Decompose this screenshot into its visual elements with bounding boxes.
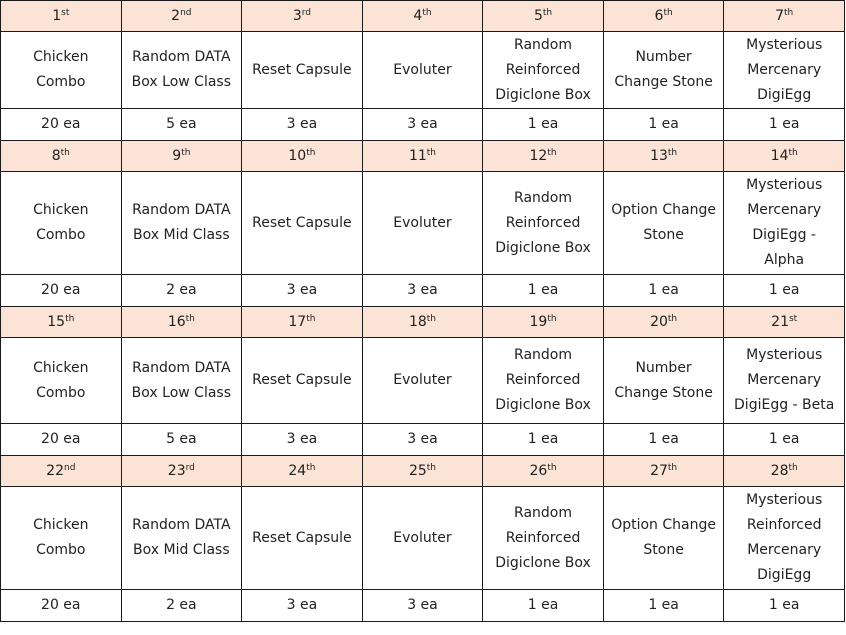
reward-quantity: 20 ea xyxy=(1,275,122,307)
day-header-row xyxy=(1,307,845,338)
day-ordinal-suffix: th xyxy=(547,148,557,158)
reward-item-cell xyxy=(603,487,724,590)
day-number: 22 xyxy=(46,463,64,479)
day-label xyxy=(603,141,724,172)
quantity-row xyxy=(1,424,845,456)
day-number: 2 xyxy=(171,8,181,24)
reward-item-name: Random DATA Box Low Class xyxy=(131,49,231,90)
day-ordinal-suffix: th xyxy=(667,463,678,473)
day-label xyxy=(1,141,122,172)
day-number: 18 xyxy=(408,314,427,330)
reward-quantity: 1 ea xyxy=(483,109,604,141)
reward-quantity: 3 ea xyxy=(242,109,363,141)
day-number: 12 xyxy=(529,148,548,164)
reward-item-cell xyxy=(1,172,122,275)
day-ordinal-suffix: th xyxy=(426,463,436,473)
reward-item-name: Random Reinforced Digiclone Box xyxy=(495,189,591,256)
reward-quantity: 5 ea xyxy=(121,424,242,456)
reward-item-cell xyxy=(603,172,724,275)
day-ordinal-suffix: th xyxy=(422,8,432,18)
reward-item-name: Mysterious Reinforced Mercenary DigiEgg xyxy=(746,492,823,583)
reward-quantity: 1 ea xyxy=(603,424,724,456)
reward-quantity: 20 ea xyxy=(1,109,122,141)
reward-item-name: Chicken Combo xyxy=(33,517,89,558)
reward-item-name: Evoluter xyxy=(393,214,452,231)
day-number: 11 xyxy=(408,148,427,164)
day-label xyxy=(1,456,122,487)
reward-item-cell xyxy=(1,338,122,424)
day-number: 24 xyxy=(288,463,307,479)
day-number: 4 xyxy=(413,8,423,24)
day-number: 5 xyxy=(533,8,543,24)
day-ordinal-suffix: th xyxy=(181,148,191,158)
day-number: 13 xyxy=(650,148,668,164)
reward-item-name: Reset Capsule xyxy=(252,214,352,231)
reward-quantity: 5 ea xyxy=(121,109,242,141)
reward-quantity: 1 ea xyxy=(483,590,604,622)
day-number: 17 xyxy=(288,314,307,330)
day-label xyxy=(121,456,242,487)
day-header-row xyxy=(1,1,845,32)
reward-item-name: Chicken Combo xyxy=(33,49,89,90)
day-ordinal-suffix: st xyxy=(61,8,70,18)
reward-item-cell xyxy=(242,487,363,590)
reward-item-cell xyxy=(483,32,604,109)
reward-item-name: Number Change Stone xyxy=(614,359,713,401)
reward-item-cell xyxy=(362,172,483,275)
day-label xyxy=(1,307,122,338)
day-number: 25 xyxy=(408,463,427,479)
day-ordinal-suffix: th xyxy=(542,8,553,18)
reward-item-cell xyxy=(483,487,604,590)
day-label xyxy=(724,307,845,338)
reward-quantity: 1 ea xyxy=(603,109,724,141)
reward-item-cell xyxy=(242,338,363,424)
day-ordinal-suffix: th xyxy=(426,314,436,324)
reward-quantity: 1 ea xyxy=(724,424,845,456)
day-number: 27 xyxy=(650,463,668,479)
day-ordinal-suffix: th xyxy=(306,148,316,158)
day-ordinal-suffix: th xyxy=(65,314,75,324)
reward-item-name: Random Reinforced Digiclone Box xyxy=(495,504,591,571)
day-ordinal-suffix: nd xyxy=(63,463,76,473)
day-label xyxy=(362,141,483,172)
day-number: 20 xyxy=(650,314,668,330)
reward-item-name: Option Change Stone xyxy=(611,517,716,558)
reward-item-cell xyxy=(121,32,242,109)
day-label xyxy=(121,1,242,32)
reward-quantity: 3 ea xyxy=(242,590,363,622)
reward-item-name: Random DATA Box Mid Class xyxy=(132,202,231,243)
day-ordinal-suffix: st xyxy=(788,314,798,324)
reward-item-name: Reset Capsule xyxy=(252,61,352,78)
reward-item-name: Chicken Combo xyxy=(33,202,89,243)
day-ordinal-suffix: th xyxy=(547,314,557,324)
reward-item-name: Random DATA Box Mid Class xyxy=(132,517,231,558)
day-number: 9 xyxy=(172,148,182,164)
reward-item-name: Random DATA Box Low Class xyxy=(131,359,231,401)
day-number: 23 xyxy=(167,463,186,479)
day-label xyxy=(483,1,604,32)
reward-item-name: Mysterious Mercenary DigiEgg xyxy=(746,36,823,103)
day-number: 3 xyxy=(292,8,302,24)
quantity-row xyxy=(1,590,845,622)
quantity-row xyxy=(1,275,845,307)
day-number: 16 xyxy=(167,314,186,330)
day-label xyxy=(242,1,363,32)
item-row xyxy=(1,32,845,109)
day-number: 10 xyxy=(288,148,307,164)
reward-item-cell xyxy=(603,338,724,424)
reward-item-cell xyxy=(362,487,483,590)
day-label xyxy=(242,307,363,338)
reward-item-cell xyxy=(724,172,845,275)
day-label xyxy=(724,456,845,487)
day-label xyxy=(121,141,242,172)
day-number: 1 xyxy=(52,8,62,24)
day-number: 21 xyxy=(771,314,789,330)
day-ordinal-suffix: th xyxy=(60,148,70,158)
reward-item-name: Mysterious Mercenary DigiEgg - Beta xyxy=(734,347,835,413)
reward-item-cell xyxy=(121,487,242,590)
day-ordinal-suffix: th xyxy=(663,8,673,18)
reward-item-cell xyxy=(362,338,483,424)
reward-quantity: 2 ea xyxy=(121,275,242,307)
day-label xyxy=(362,456,483,487)
reward-quantity: 1 ea xyxy=(483,275,604,307)
reward-quantity: 3 ea xyxy=(362,424,483,456)
reward-item-name: Random Reinforced Digiclone Box xyxy=(495,36,591,103)
reward-item-name: Random Reinforced Digiclone Box xyxy=(495,347,591,413)
reward-item-cell xyxy=(724,32,845,109)
reward-item-name: Number Change Stone xyxy=(614,49,713,90)
day-ordinal-suffix: rd xyxy=(185,463,195,473)
day-ordinal-suffix: th xyxy=(788,463,798,473)
reward-quantity: 1 ea xyxy=(603,590,724,622)
reward-quantity: 3 ea xyxy=(242,424,363,456)
day-label xyxy=(603,456,724,487)
day-ordinal-suffix: rd xyxy=(301,8,311,18)
day-ordinal-suffix: th xyxy=(306,314,316,324)
reward-item-cell xyxy=(1,32,122,109)
day-label xyxy=(242,456,363,487)
day-number: 19 xyxy=(529,314,548,330)
day-label xyxy=(483,307,604,338)
day-number: 8 xyxy=(51,148,61,164)
reward-item-name: Chicken Combo xyxy=(33,359,89,401)
day-ordinal-suffix: th xyxy=(667,148,678,158)
reward-item-cell xyxy=(362,32,483,109)
day-label xyxy=(362,307,483,338)
reward-item-name: Evoluter xyxy=(393,529,452,546)
day-label xyxy=(483,456,604,487)
day-ordinal-suffix: nd xyxy=(180,8,192,18)
reward-quantity: 3 ea xyxy=(362,109,483,141)
quantity-row xyxy=(1,109,845,141)
day-ordinal-suffix: th xyxy=(784,8,794,18)
day-header-row xyxy=(1,141,845,172)
day-number: 14 xyxy=(770,148,789,164)
item-row xyxy=(1,338,845,424)
reward-item-cell xyxy=(242,32,363,109)
reward-item-cell xyxy=(121,338,242,424)
reward-item-cell xyxy=(483,172,604,275)
day-number: 26 xyxy=(529,463,548,479)
reward-quantity: 3 ea xyxy=(362,590,483,622)
reward-item-cell xyxy=(603,32,724,109)
reward-quantity: 1 ea xyxy=(603,275,724,307)
reward-item-cell xyxy=(724,338,845,424)
day-number: 28 xyxy=(770,463,789,479)
day-label xyxy=(1,1,122,32)
reward-item-cell xyxy=(724,487,845,590)
day-number: 6 xyxy=(654,8,664,24)
reward-item-cell xyxy=(121,172,242,275)
day-header-row xyxy=(1,456,845,487)
day-label xyxy=(724,1,845,32)
day-label xyxy=(724,141,845,172)
reward-item-name: Reset Capsule xyxy=(252,372,352,388)
reward-quantity: 20 ea xyxy=(1,424,122,456)
day-label xyxy=(603,307,724,338)
reward-quantity: 1 ea xyxy=(724,590,845,622)
reward-quantity: 1 ea xyxy=(724,109,845,141)
reward-quantity: 3 ea xyxy=(362,275,483,307)
day-ordinal-suffix: th xyxy=(306,463,316,473)
reward-item-name: Option Change Stone xyxy=(611,202,716,243)
reward-quantity: 1 ea xyxy=(483,424,604,456)
reward-quantity: 1 ea xyxy=(724,275,845,307)
day-label xyxy=(362,1,483,32)
day-label xyxy=(483,141,604,172)
day-label xyxy=(242,141,363,172)
reward-item-cell xyxy=(1,487,122,590)
day-number: 7 xyxy=(775,8,785,24)
reward-item-cell xyxy=(483,338,604,424)
reward-quantity: 3 ea xyxy=(242,275,363,307)
reward-item-name: Reset Capsule xyxy=(252,529,352,546)
day-number: 15 xyxy=(47,314,66,330)
reward-item-name: Mysterious Mercenary DigiEgg - Alpha xyxy=(746,177,823,268)
reward-item-name: Evoluter xyxy=(393,372,452,388)
day-label xyxy=(603,1,724,32)
reward-item-cell xyxy=(242,172,363,275)
day-ordinal-suffix: th xyxy=(788,148,798,158)
day-ordinal-suffix: th xyxy=(667,314,678,324)
item-row xyxy=(1,172,845,275)
reward-item-name: Evoluter xyxy=(393,61,452,78)
day-label xyxy=(121,307,242,338)
item-row xyxy=(1,487,845,590)
reward-quantity: 20 ea xyxy=(1,590,122,622)
day-ordinal-suffix: th xyxy=(426,148,436,158)
day-ordinal-suffix: th xyxy=(185,314,195,324)
reward-quantity: 2 ea xyxy=(121,590,242,622)
day-ordinal-suffix: th xyxy=(547,463,557,473)
reward-table-body xyxy=(1,1,845,622)
